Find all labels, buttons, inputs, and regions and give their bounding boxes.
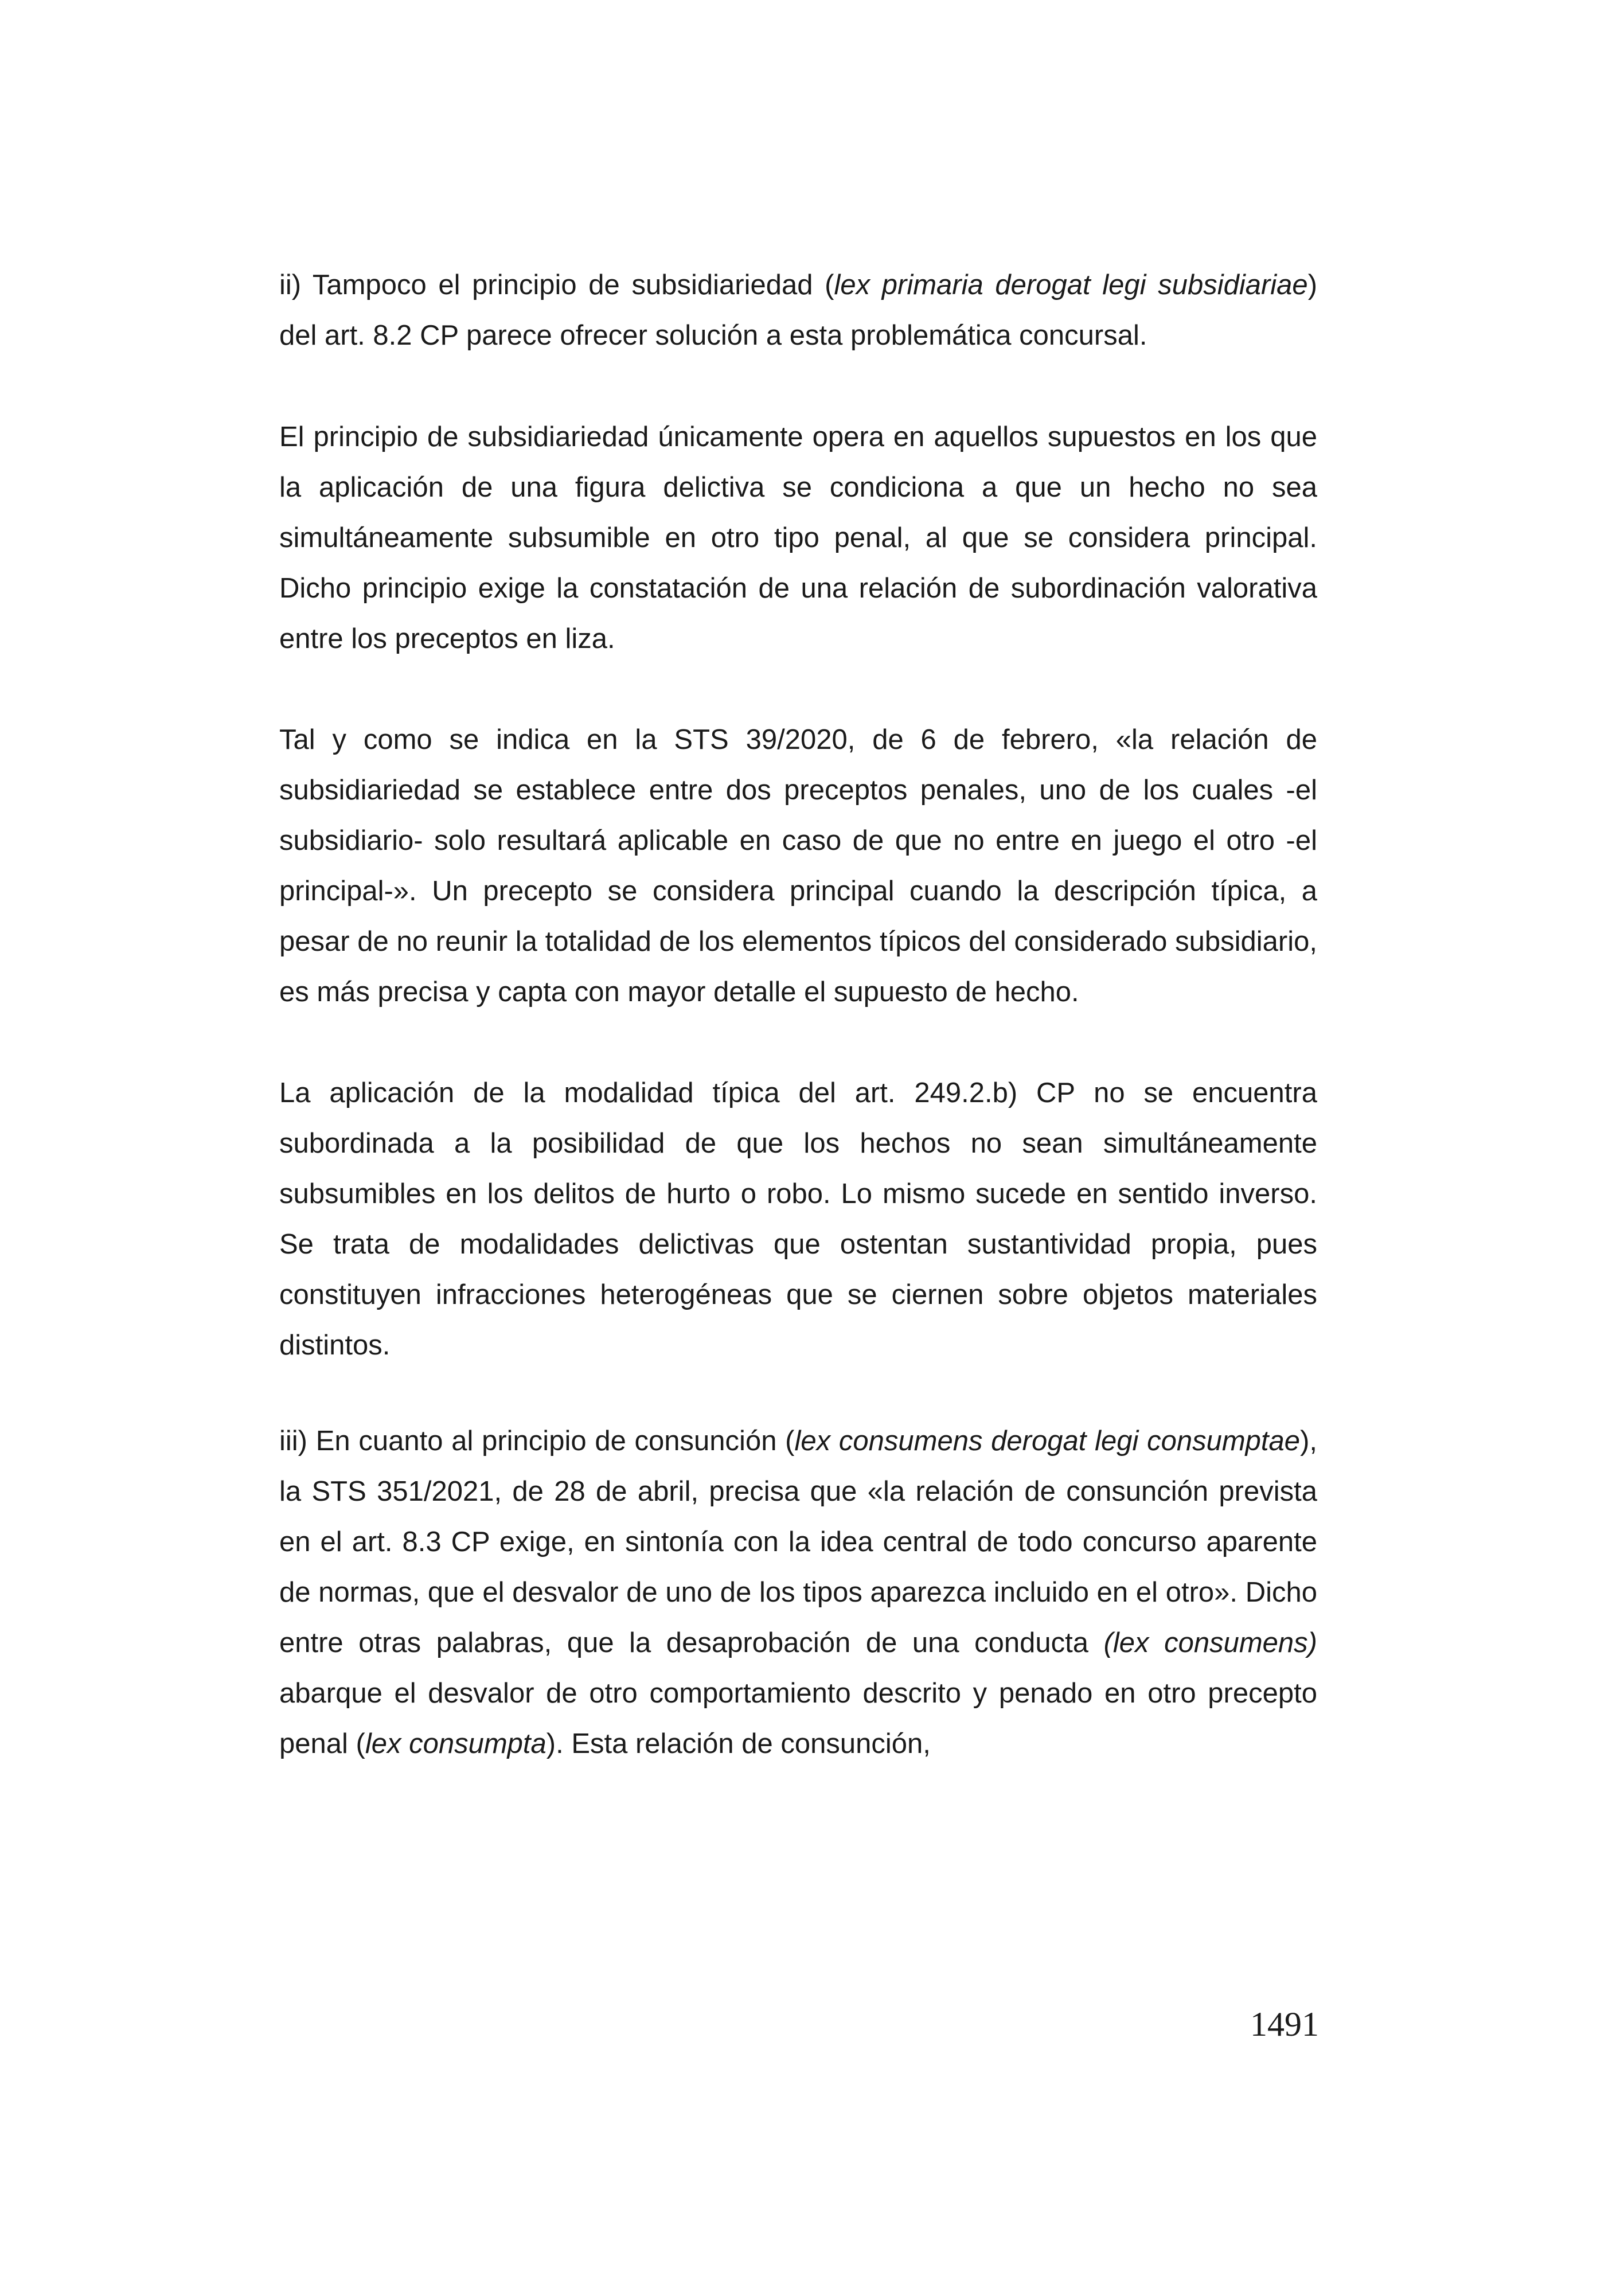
text-segment: abarque el desvalor de otro comportamiento descrito y penado en otro precepto penal ( [279, 1678, 1317, 1759]
latin-maxim: lex consumens derogat legi consumptae [794, 1426, 1301, 1457]
text-segment: Tal y como se indica en la STS 39/2020, de 6 de febrero, «la relación de subsidiariedad se establece entre dos preceptos penales, uno de los cuales -el subsidiario- solo resultará aplicable en caso de que no entre en juego el otro -el principal-». Un precepto se considera principal cuando la descripción típica, a pesar de no reunir la totalidad de los elementos típicos del considerado subsidiario, es más precisa y capta con mayor detalle el supuesto de hecho. [279, 724, 1317, 1008]
text-segment: El principio de subsidiariedad únicamente opera en aquellos supuestos en los que la aplicación de una figura delictiva se condiciona a que un hecho no sea simultáneamente subsumible en otro tipo penal, al que se considera principal. Dicho principio exige la constatación de una relación de subordinación valorativa entre los preceptos en liza. [279, 421, 1317, 654]
text-segment: ii) Tampoco el principio de subsidiariedad ( [279, 270, 834, 300]
latin-term: (lex consumens) [1103, 1627, 1317, 1658]
text-segment: ). Esta relación de consunción, [546, 1728, 931, 1759]
text-segment: ) del art. 8.2 CP parece ofrecer solución a esta problemática concursal. [279, 270, 1318, 351]
page-number: 1491 [1250, 2005, 1319, 2043]
latin-term: lex consumpta [365, 1728, 546, 1759]
text-segment: iii) En cuanto al principio de consunción ( [279, 1426, 795, 1457]
paragraph-sts-39-2020 [279, 714, 1317, 1017]
text-segment: ), la STS 351/2021, de 28 de abril, precisa que «la relación de consunción prevista en el art. 8.3 CP exige, en sintonía con la idea central de todo concurso aparente de normas, que el desvalor de uno de los tipos aparezca incluido en el otro». Dicho entre otras palabras, que la desaprobación de una conducta [279, 1426, 1317, 1658]
paragraph-consumption [279, 1416, 1317, 1769]
paragraph-art-249 [279, 1068, 1317, 1370]
text-segment: La aplicación de la modalidad típica del art. 249.2.b) CP no se encuentra subordinada a la posibilidad de que los hechos no sean simultáneamente subsumibles en los delitos de hurto o robo. Lo mismo sucede en sentido inverso. Se trata de modalidades delictivas que ostentan sustantividad propia, pues constituyen infracciones heterogéneas que se ciernen sobre objetos materiales distintos. [279, 1077, 1317, 1361]
latin-maxim: lex primaria derogat legi subsidiariae [834, 270, 1308, 300]
paragraph-subsidiarity-definition [279, 412, 1317, 664]
paragraph-subsidiarity-intro [279, 260, 1317, 361]
